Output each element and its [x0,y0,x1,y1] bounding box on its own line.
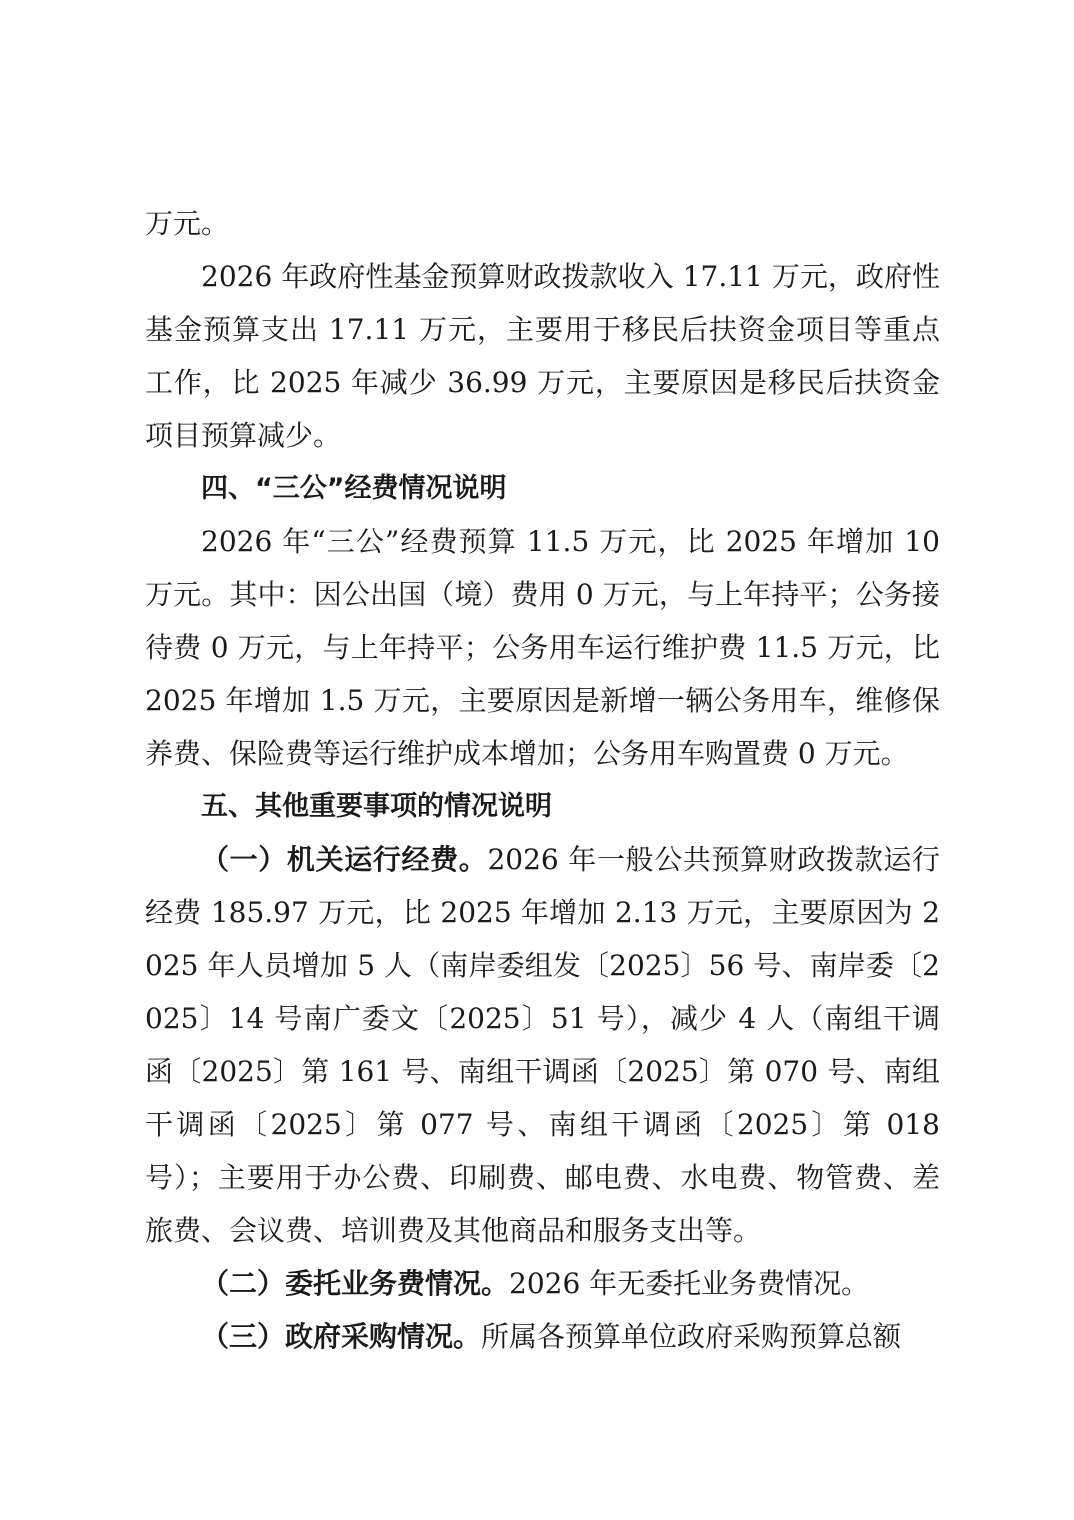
paragraph-text: 万元。 [145,207,230,240]
paragraph-three-public-budget [145,515,940,780]
paragraph-text: 2026 年一般公共预算财政拨款运行经费 185.97 万元，比 2025 年增加 2.13 万元，主要原因为 2025 年人员增加 5 人（南岸委组发〔2025〕56 号、南岸委〔2025〕14 号南广委文〔2025〕51 号），减少 4 人（南组干调函〔2025〕第 161 号、南组干调函〔2025〕第 070 号、南组干调函〔2025〕第 077 号、南组干调函〔2025〕第 018 号）；主要用于办公费、印刷费、邮电费、水电费、物管费、差旅费、会议费、培训费及其他商品和服务支出等。 [145,843,940,1247]
paragraph-continuation [145,197,940,250]
paragraph-operating-expenses [145,833,940,1257]
section-heading-three-public: 四、“三公”经费情况说明 [201,473,507,504]
subheading-label: （二）委托业务费情况。 [201,1267,510,1300]
section-heading-other-matters: 五、其他重要事项的情况说明 [201,791,552,822]
paragraph-text: 2026 年政府性基金预算财政拨款收入 17.11 万元，政府性基金预算支出 17.11 万元，主要用于移民后扶资金项目等重点工作，比 2025 年减少 36.99 万元，主要原因是移民后扶资金项目预算减少。 [145,260,940,452]
paragraph-text: 所属各预算单位政府采购预算总额 [481,1320,902,1353]
paragraph-government-procurement [145,1310,940,1363]
paragraph-government-fund [145,250,940,462]
subheading-label: （一）机关运行经费。 [201,843,488,876]
paragraph-entrusted-business [145,1257,940,1310]
document-body [145,197,940,1363]
subheading-label: （三）政府采购情况。 [201,1320,482,1353]
paragraph-text: 2026 年“三公”经费预算 11.5 万元，比 2025 年增加 10 万元。其中：因公出国（境）费用 0 万元，与上年持平；公务接待费 0 万元，与上年持平；公务用车运行维护费 11.5 万元，比 2025 年增加 1.5 万元，主要原因是新增一辆公务用车，维修保养费、保险费等运行维护成本增加；公务用车购置费 0 万元。 [145,525,940,770]
paragraph-text: 2026 年无委托业务费情况。 [509,1267,870,1300]
